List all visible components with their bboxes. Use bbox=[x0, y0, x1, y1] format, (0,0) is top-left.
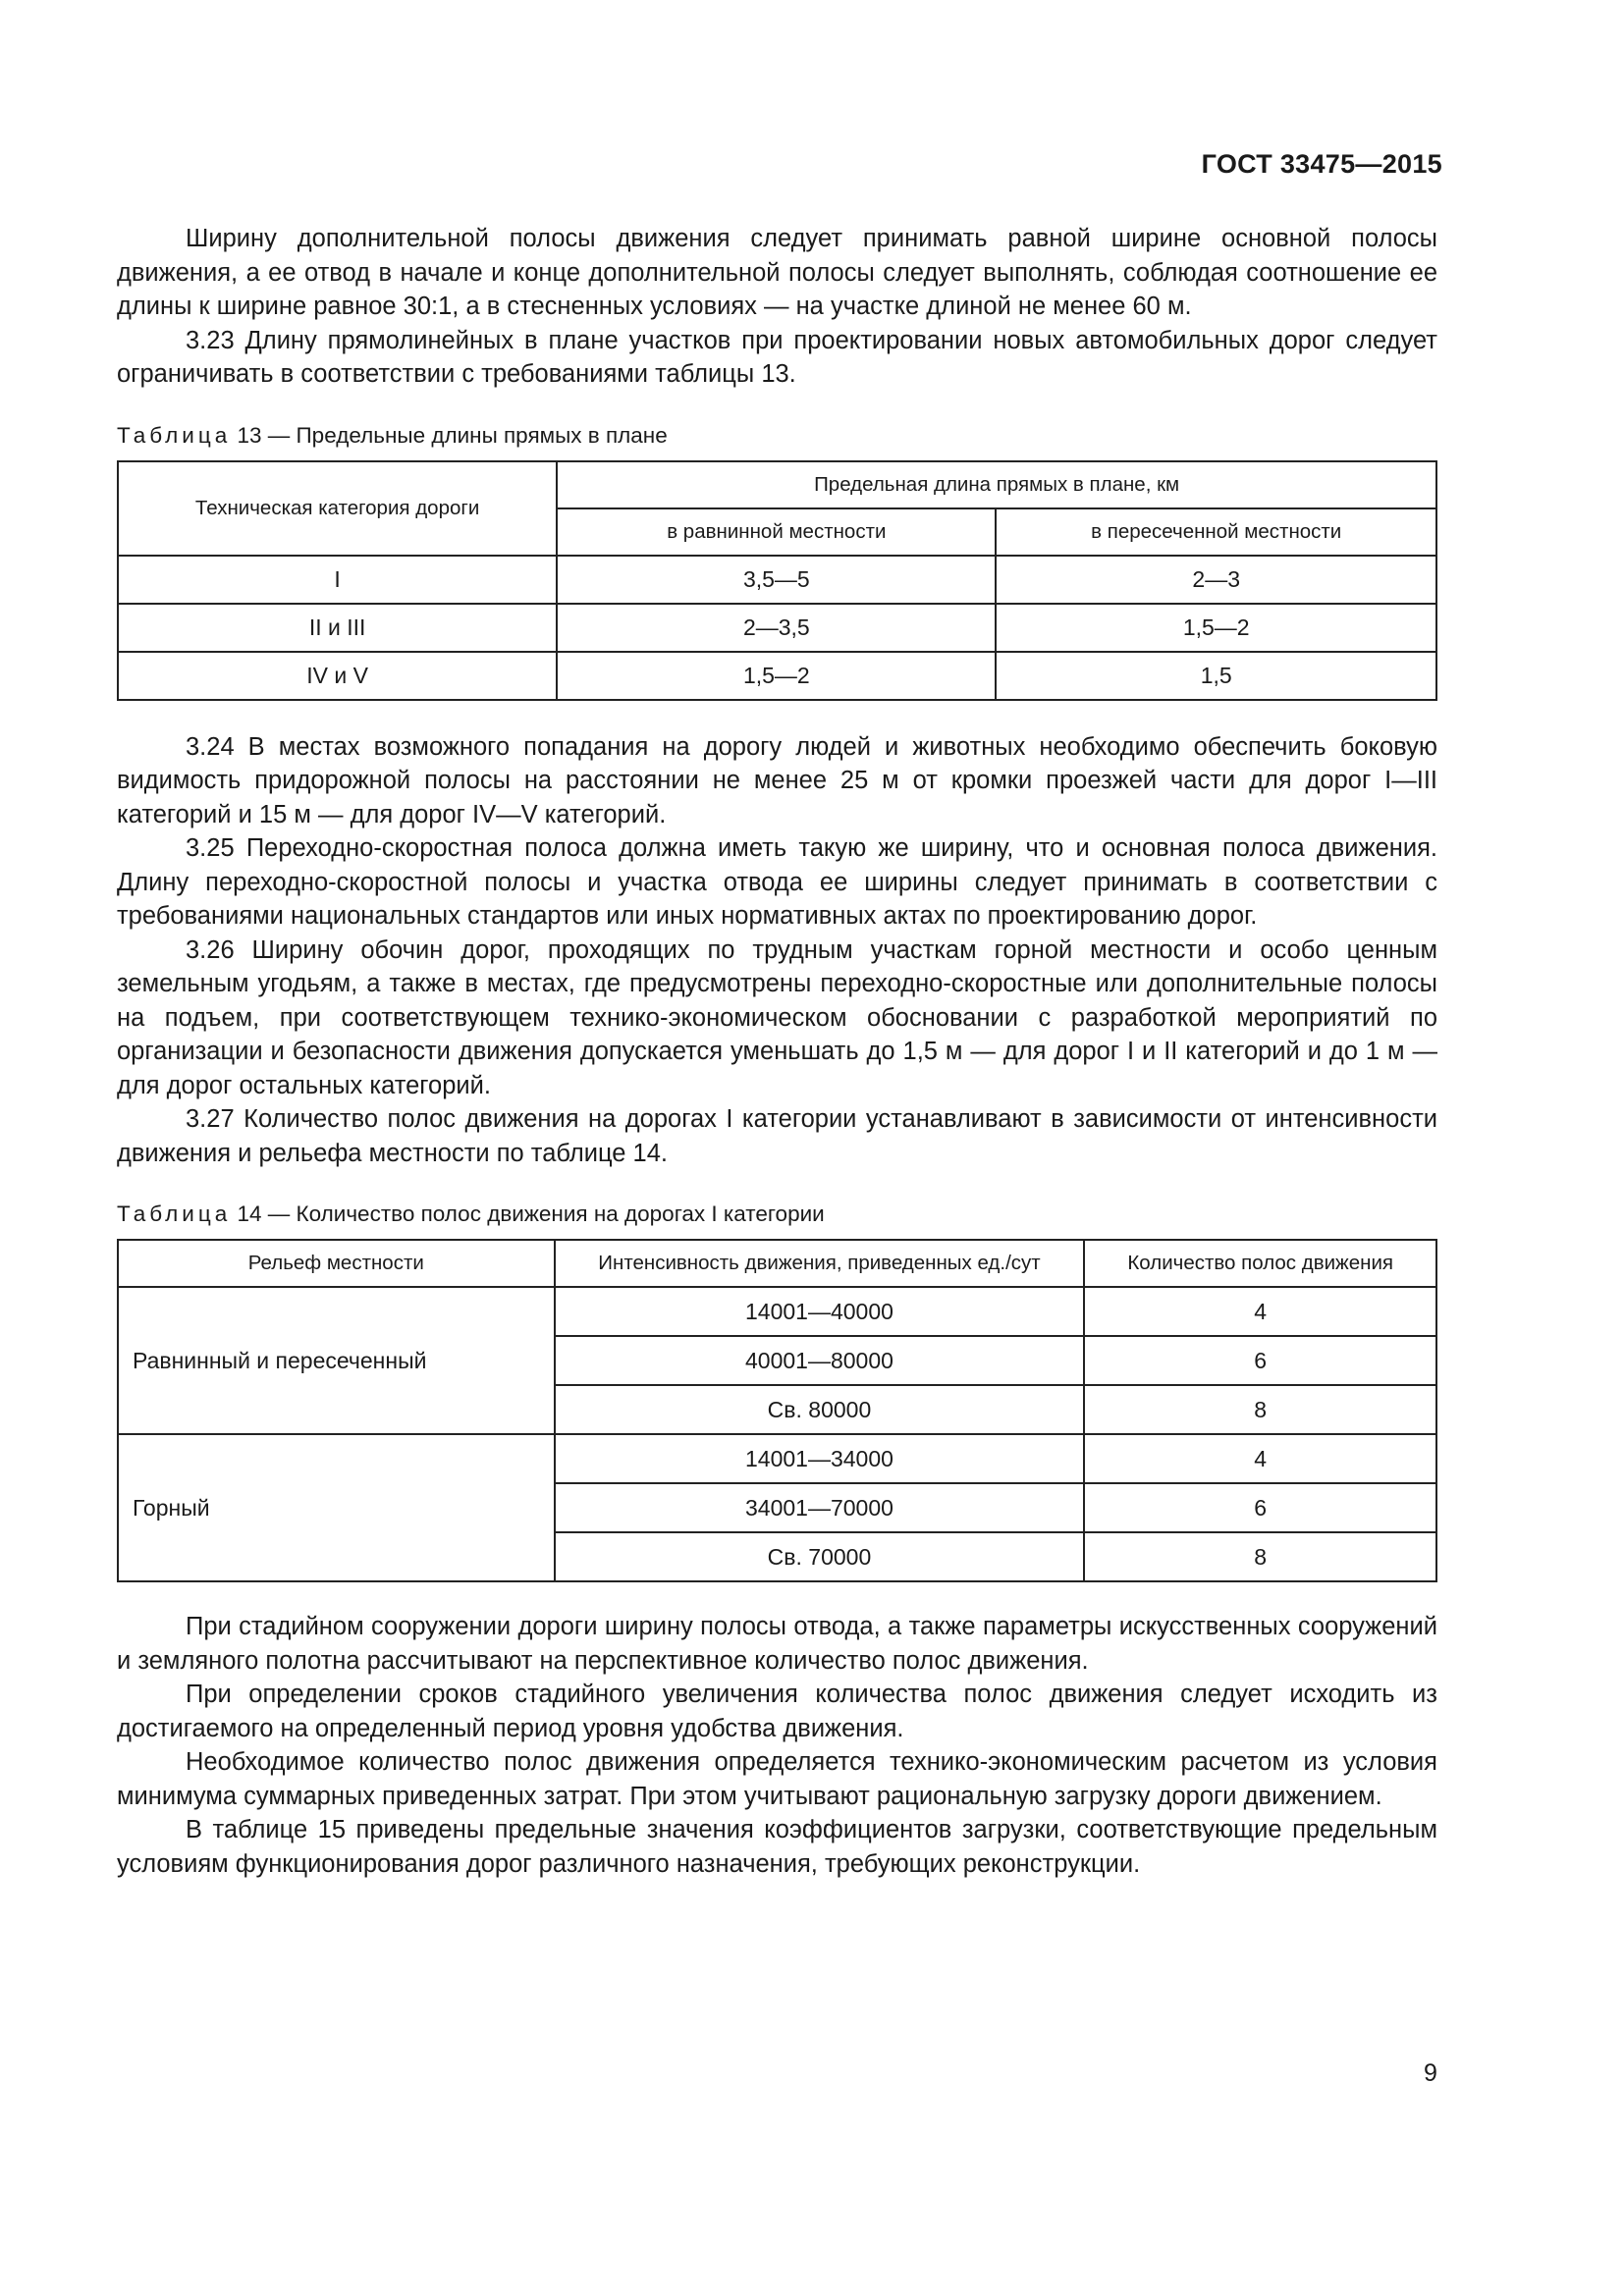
table14-caption-text: 14 — Количество полос движения на дорогах I категории bbox=[231, 1201, 825, 1226]
page-content bbox=[117, 222, 1437, 1881]
paragraph-3-23: 3.23 Длину прямолинейных в плане участков при проектировании новых автомобильных дорог следует ограничивать в соответствии с требованиями таблицы 13. bbox=[117, 326, 1437, 388]
table-row bbox=[118, 604, 1436, 652]
table13-header-row bbox=[118, 461, 1436, 508]
cell-rough: 1,5—2 bbox=[996, 604, 1436, 652]
table-13 bbox=[117, 460, 1437, 701]
cell-lanes: 8 bbox=[1084, 1385, 1436, 1434]
paragraph-staged-increase: При определении сроков стадийного увеличения количества полос движения следует исходить из достигаемого на определенный период уровня удобства движения. bbox=[117, 1681, 1437, 1742]
table13-head-category: Техническая категория дороги bbox=[118, 461, 557, 556]
cell-intensity: 40001—80000 bbox=[555, 1336, 1085, 1385]
cell-lanes: 6 bbox=[1084, 1336, 1436, 1385]
cell-plain: 2—3,5 bbox=[557, 604, 996, 652]
cell-category: IV и V bbox=[118, 652, 557, 700]
table-row bbox=[118, 1287, 1436, 1336]
cell-relief: Горный bbox=[118, 1434, 555, 1581]
cell-rough: 1,5 bbox=[996, 652, 1436, 700]
cell-intensity: Св. 80000 bbox=[555, 1385, 1085, 1434]
cell-lanes: 8 bbox=[1084, 1532, 1436, 1581]
cell-relief: Равнинный и пересеченный bbox=[118, 1287, 555, 1434]
table13-head-rough: в пересеченной местности bbox=[996, 508, 1436, 556]
cell-lanes: 4 bbox=[1084, 1434, 1436, 1483]
paragraph-additional-lane: Ширину дополнительной полосы движения следует принимать равной ширине основной полосы движения, а ее отвод в начале и конце дополнительной полосы следует выполнять, соблюдая соотношение ее длины к ширине равное 30:1, а в стесненных условиях — на участке длиной не менее 60 м. bbox=[117, 225, 1437, 320]
cell-lanes: 4 bbox=[1084, 1287, 1436, 1336]
paragraph-3-24: 3.24 В местах возможного попадания на дорогу людей и животных необходимо обеспечить боковую видимость придорожной полосы на расстоянии не менее 25 м от кромки проезжей части для дорог I—III категорий и 15 м — для дорог IV—V категорий. bbox=[117, 732, 1437, 828]
cell-plain: 3,5—5 bbox=[557, 556, 996, 604]
table-row bbox=[118, 556, 1436, 604]
cell-intensity: 14001—34000 bbox=[555, 1434, 1085, 1483]
cell-category: I bbox=[118, 556, 557, 604]
table13-caption-text: 13 — Предельные длины прямых в плане bbox=[231, 422, 668, 448]
cell-intensity: 34001—70000 bbox=[555, 1483, 1085, 1532]
table-row bbox=[118, 1434, 1436, 1483]
table14-header-row bbox=[118, 1240, 1436, 1287]
table-row bbox=[118, 652, 1436, 700]
table13-head-limit: Предельная длина прямых в плане, км bbox=[557, 461, 1436, 508]
cell-plain: 1,5—2 bbox=[557, 652, 996, 700]
cell-lanes: 6 bbox=[1084, 1483, 1436, 1532]
table14-caption-word: Таблица bbox=[117, 1201, 232, 1226]
table14-head-relief: Рельеф местности bbox=[118, 1240, 555, 1287]
cell-rough: 2—3 bbox=[996, 556, 1436, 604]
table13-head-plain: в равнинной местности bbox=[557, 508, 996, 556]
paragraph-table-15-ref: В таблице 15 приведены предельные значения коэффициентов загрузки, соответствующие предельным условиям функционирования дорог различного назначения, требующих реконструкции. bbox=[117, 1816, 1437, 1878]
paragraph-3-27: 3.27 Количество полос движения на дорогах I категории устанавливают в зависимости от интенсивности движения и рельефа местности по таблице 14. bbox=[117, 1105, 1437, 1167]
document-code: ГОСТ 33475—2015 bbox=[1201, 149, 1442, 179]
paragraph-3-25: 3.25 Переходно-скоростная полоса должна иметь такую же ширину, что и основная полоса движения. Длину переходно-скоростной полосы и участка отвода ее ширины следует принимать в соответствии с требованиями национальных стандартов или иных нормативных актах по проектированию дорог. bbox=[117, 834, 1437, 930]
table14-head-intensity: Интенсивность движения, приведенных ед./сут bbox=[555, 1240, 1085, 1287]
cell-intensity: 14001—40000 bbox=[555, 1287, 1085, 1336]
cell-intensity: Св. 70000 bbox=[555, 1532, 1085, 1581]
table14-caption bbox=[117, 1200, 1437, 1229]
paragraph-3-26: 3.26 Ширину обочин дорог, проходящих по трудным участкам горной местности и особо ценным земельным угодьям, а также в местах, где предусмотрены переходно-скоростные или дополнительные полосы на подъем, при соответствующем технико-экономическом обосновании с разработкой мероприятий по организации и безопасности движения допускается уменьшать до 1,5 м — для дорог I и II категорий и до 1 м — для дорог остальных категорий. bbox=[117, 935, 1437, 1099]
table-14 bbox=[117, 1239, 1437, 1582]
paragraph-staged-construction: При стадийном сооружении дороги ширину полосы отвода, а также параметры искусственных сооружений и земляного полотна рассчитывают на перспективное количество полос движения. bbox=[117, 1613, 1437, 1675]
table13-caption-word: Таблица bbox=[117, 422, 232, 448]
table14-head-lanes: Количество полос движения bbox=[1084, 1240, 1436, 1287]
paragraph-lane-count: Необходимое количество полос движения определяется технико-экономическим расчетом из условия минимума суммарных приведенных затрат. При этом учитывают рациональную загрузку дороги движением. bbox=[117, 1748, 1437, 1810]
page-number: 9 bbox=[1424, 2059, 1437, 2087]
cell-category: II и III bbox=[118, 604, 557, 652]
table13-caption bbox=[117, 421, 1437, 451]
